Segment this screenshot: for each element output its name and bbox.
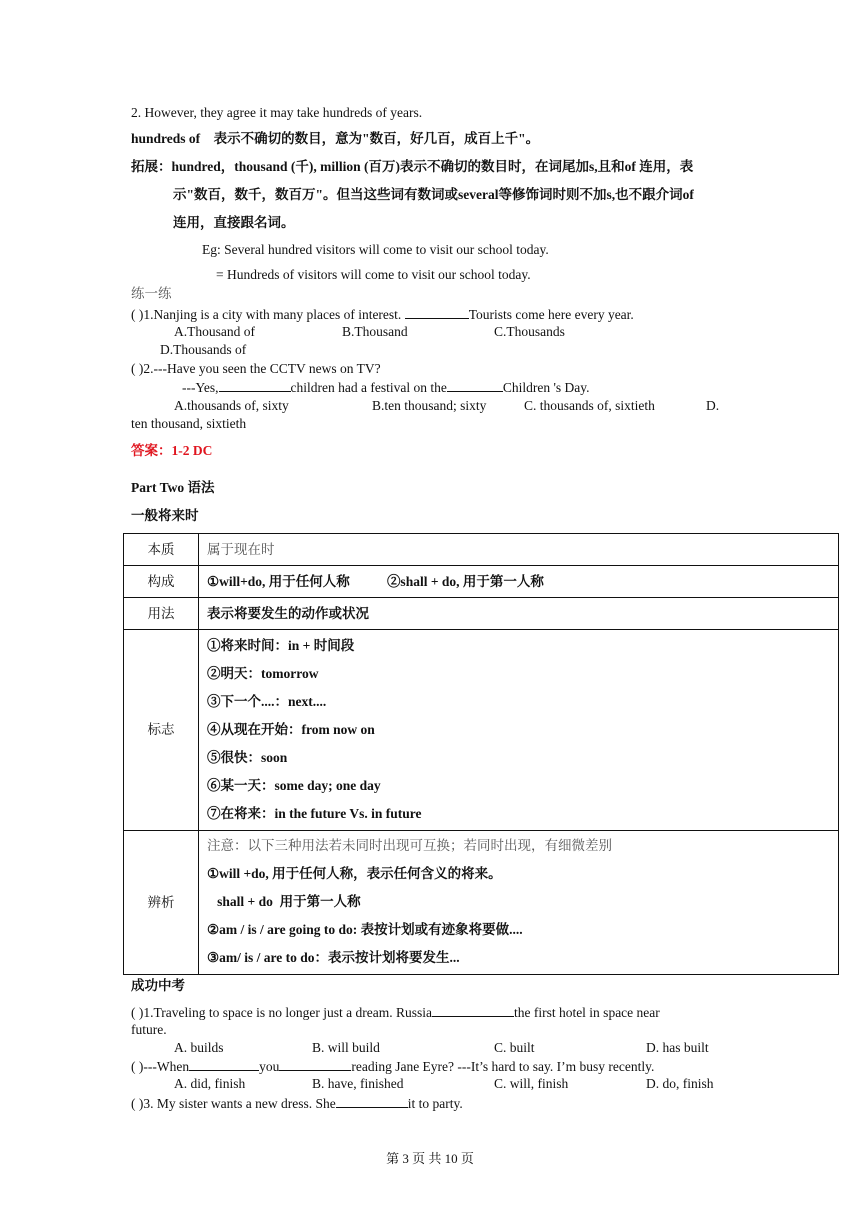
answer-blank	[447, 378, 503, 392]
practice-q2-option-a: A.thousands of, sixty	[174, 398, 289, 413]
row-body-nature: 属于现在时	[199, 534, 839, 566]
exam-q2-option-c: C. will, finish	[494, 1076, 569, 1091]
extension-text-1: hundred，thousand (千), million (百万)表示不确切的数目时，在词尾加s,且和of 连用，表	[171, 159, 694, 174]
practice-q2-option-b: B.ten thousand; sixty	[372, 398, 487, 413]
exam-title: 成功中考	[131, 978, 185, 993]
example-2: = Hundreds of visitors will come to visit our school today.	[216, 267, 531, 282]
signal-item: ③下一个....：next....	[207, 694, 327, 709]
practice-q2-option-d-label: D.	[706, 398, 720, 413]
exam-q2-option-b: B. have, finished	[312, 1076, 404, 1091]
signal-item: ⑦在将来：in the future Vs. in future	[207, 806, 422, 821]
practice-q2-line2-b: children had a festival on the	[290, 380, 447, 395]
comparison-item: ③am/ is / are to do：表示按计划将要发生...	[207, 949, 460, 965]
exam-q2-option-a: A. did, finish	[174, 1076, 246, 1091]
row-head-comparison: 辨析	[124, 831, 199, 975]
exam-q2	[131, 1057, 654, 1076]
exam-q2-part2: you	[259, 1059, 280, 1074]
table-row	[124, 831, 839, 975]
exam-q3	[131, 1094, 463, 1113]
table-row	[124, 534, 839, 566]
answer-blank	[189, 1057, 259, 1071]
extension-line-1	[131, 158, 693, 176]
hundreds-of-line	[131, 130, 539, 148]
row-body-comparison	[199, 831, 839, 975]
hundreds-of-desc: 表示不确切的数目，意为"数百，好几百，成百上千"。	[213, 131, 540, 146]
answer-blank	[279, 1057, 351, 1071]
example-1: Eg: Several hundred visitors will come to visit our school today.	[202, 242, 549, 257]
answer-blank	[432, 1003, 514, 1017]
extension-line-2: 示"数百，数千，数百万"。但当这些词有数词或several等修饰词时则不加s,也不跟介词of	[173, 187, 694, 202]
comparison-item: shall + do 用于第一人称	[207, 893, 361, 909]
answer-key: 答案：1-2 DC	[131, 443, 213, 458]
section-heading: 2. However, they agree it may take hundreds of years.	[131, 105, 423, 120]
signal-item: ④从现在开始：from now on	[207, 722, 375, 737]
hundreds-of-term: hundreds of	[131, 131, 201, 146]
grammar-table	[123, 533, 839, 975]
signal-item: ⑥某一天：some day; one day	[207, 778, 381, 793]
practice-q2-line2-a: ---Yes,	[182, 380, 219, 395]
page-footer: 第 3 页 共 10 页	[386, 1151, 474, 1166]
part-two-subtitle: 一般将来时	[131, 508, 199, 523]
exam-q1	[131, 1003, 660, 1022]
exam-q1-suffix: the first hotel in space near	[513, 1005, 660, 1020]
comparison-item: ②am / is / are going to do: 表按计划或有迹象将要做....	[207, 921, 523, 937]
extension-line-3: 连用，直接跟名词。	[173, 215, 295, 230]
signal-item: ⑤很快：soon	[207, 750, 288, 765]
exam-q2-part3: reading Jane Eyre? ---It’s hard to say. I’m busy recently.	[351, 1059, 655, 1074]
exam-q3-suffix: it to party.	[407, 1096, 463, 1111]
signal-item: ①将来时间：in + 时间段	[207, 638, 355, 653]
practice-q2-line2	[182, 378, 590, 397]
answer-blank	[405, 305, 469, 319]
practice-title: 练一练	[131, 286, 172, 301]
answer-blank	[219, 378, 291, 392]
row-body-signals	[199, 630, 839, 831]
table-row	[124, 598, 839, 630]
exam-q1-option-b: B. will build	[312, 1040, 380, 1055]
practice-q1-option-c: C.Thousands	[494, 324, 565, 339]
exam-q1-option-d: D. has built	[646, 1040, 709, 1055]
comparison-item: ①will +do, 用于任何人称，表示任何含义的将来。	[207, 865, 502, 881]
exam-q2-part1: ( )---When	[131, 1059, 190, 1074]
practice-q2-line2-c: Children 's Day.	[502, 380, 590, 395]
row-head-signals: 标志	[124, 630, 199, 831]
row-head-usage: 用法	[124, 598, 199, 630]
exam-q2-option-d: D. do, finish	[646, 1076, 714, 1091]
extension-label: 拓展：	[131, 159, 172, 174]
row-head-nature: 本质	[124, 534, 199, 566]
part-two-title: Part Two 语法	[131, 480, 215, 495]
practice-q1-option-d: D.Thousands of	[160, 342, 247, 357]
row-head-form: 构成	[124, 566, 199, 598]
practice-q1-option-b: B.Thousand	[342, 324, 408, 339]
table-row	[124, 566, 839, 598]
practice-q1-option-a: A.Thousand of	[174, 324, 255, 339]
exam-q1-continuation: future.	[131, 1022, 167, 1037]
form-shall: ②shall + do, 用于第一人称	[386, 573, 544, 589]
table-row	[124, 630, 839, 831]
answer-blank	[336, 1094, 408, 1108]
form-will: ①will+do, 用于任何人称	[207, 573, 350, 589]
practice-q1	[131, 305, 634, 324]
exam-q1-option-a: A. builds	[174, 1040, 224, 1055]
practice-q1-prefix: ( )1.Nanjing is a city with many places of interest.	[131, 307, 405, 322]
practice-q2-option-d: ten thousand, sixtieth	[131, 416, 247, 431]
practice-q1-suffix: Tourists come here every year.	[468, 307, 634, 322]
practice-q2-option-c: C. thousands of, sixtieth	[524, 398, 655, 413]
practice-q2: ( )2.---Have you seen the CCTV news on TV?	[131, 361, 381, 376]
signal-item: ②明天：tomorrow	[207, 666, 319, 681]
row-body-usage: 表示将要发生的动作或状况	[199, 598, 839, 630]
exam-q1-prefix: ( )1.Traveling to space is no longer just a dream. Russia	[131, 1005, 432, 1020]
exam-q1-option-c: C. built	[494, 1040, 535, 1055]
exam-q3-prefix: ( )3. My sister wants a new dress. She	[131, 1096, 336, 1111]
comparison-note: 注意：以下三种用法若未同时出现可互换；若同时出现，有细微差别	[207, 837, 612, 853]
row-body-form	[199, 566, 839, 598]
